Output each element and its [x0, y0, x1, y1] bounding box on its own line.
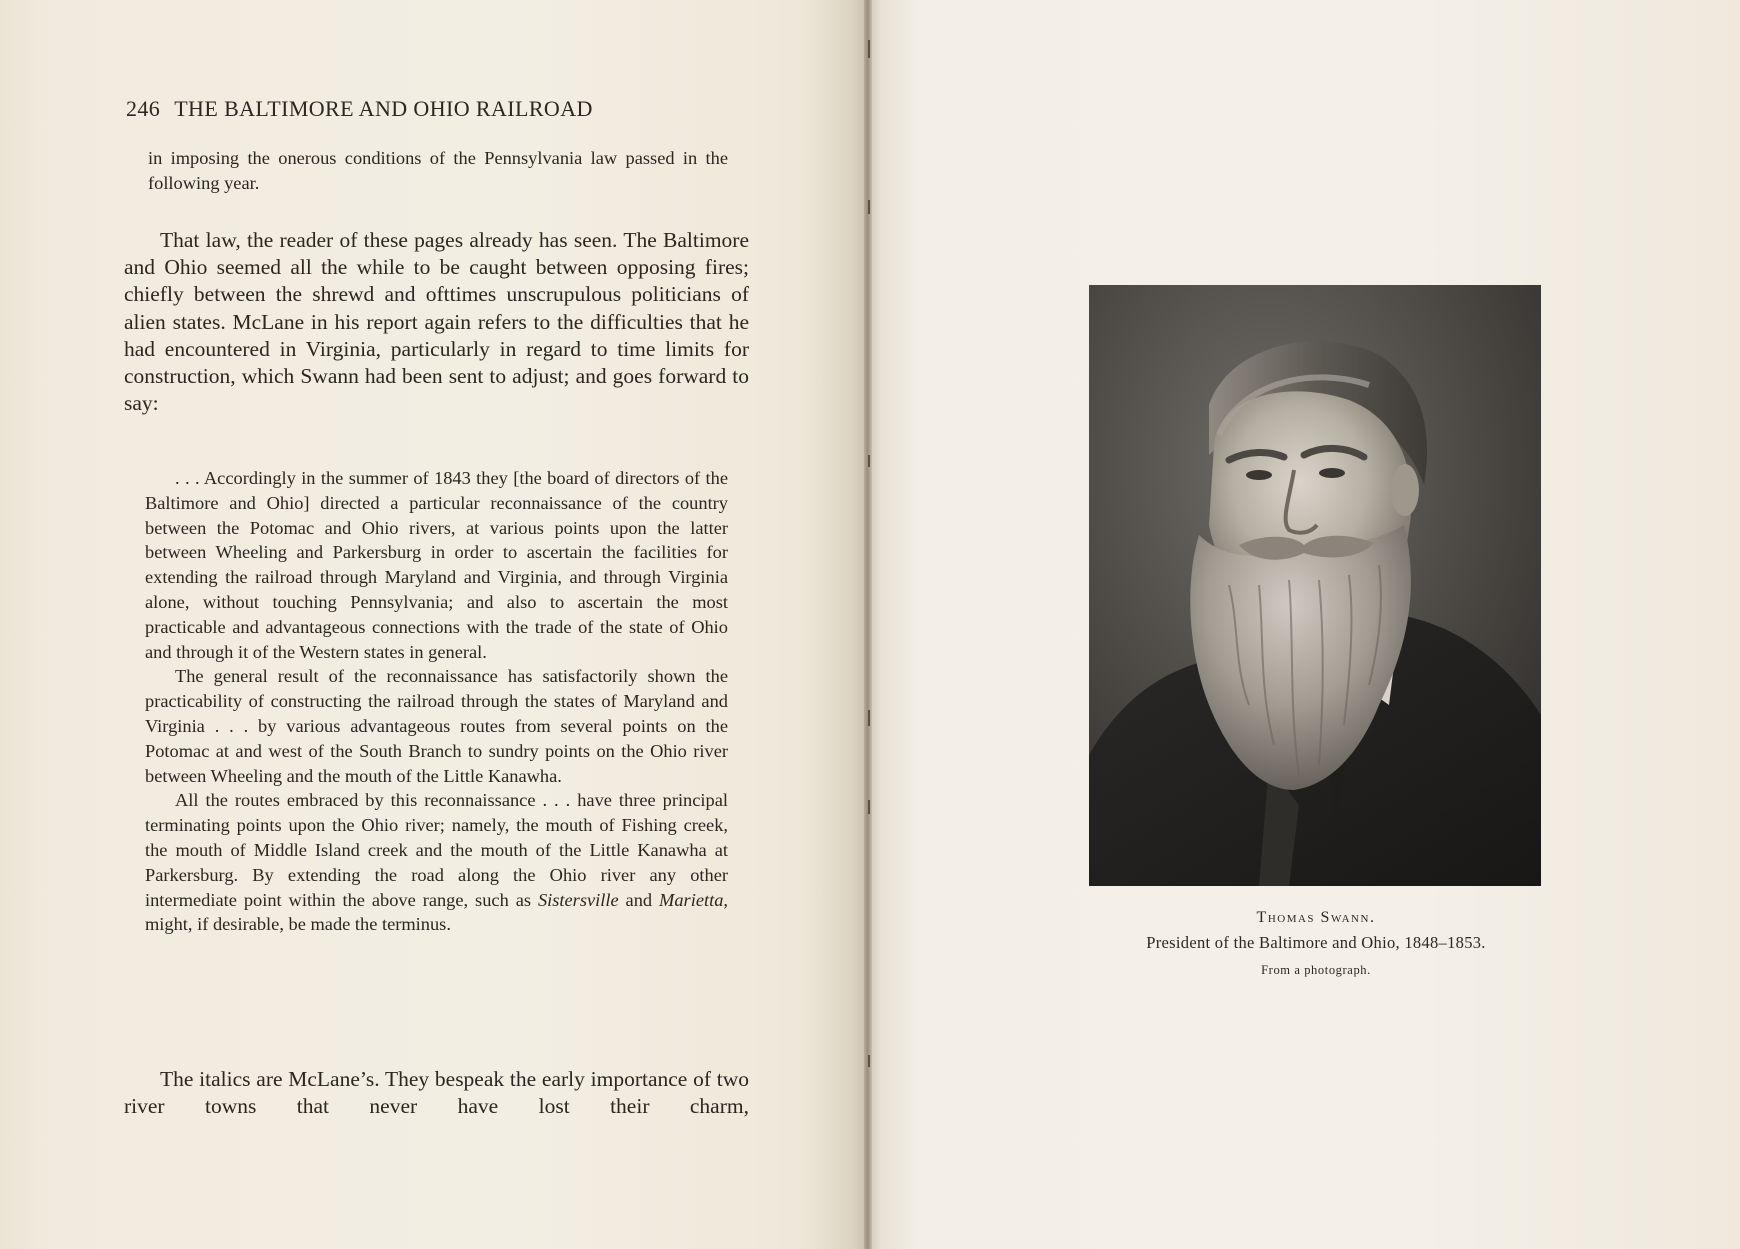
- quote-paragraph-1: . . . Accordingly in the summer of 1843 they [the board of directors of the Baltimore and Ohio] directed a particular reconnaissance of the country between the Potomac and Ohio rivers, at various points upon the latter between Wheeling and Parkersburg in order to ascertain the facilities for extending the railroad through Maryland and Virginia, and through Virginia alone, without touching Pennsylvania; and also to ascertain the most practicable and advantageous connections with the trade of the state of Ohio and through it of the Western states in general.: [145, 468, 728, 662]
- running-title: THE BALTIMORE AND OHIO RAILROAD: [174, 96, 593, 121]
- gutter-mark: [868, 710, 870, 726]
- portrait-illustration: [1089, 285, 1541, 886]
- gutter-mark: [868, 800, 870, 814]
- intro-paragraph: in imposing the onerous conditions of the Pennsylvania law passed in the following year.: [148, 148, 728, 193]
- main-paragraph: That law, the reader of these pages already has seen. The Baltimore and Ohio seemed all the while to be caught between opposing fires; chiefly between the shrewd and ofttimes unscrupulous politicians of alien states. McLane in his report again refers to the difficulties that he had encountered in Virginia, particularly in regard to time limits for construction, which Swann had been sent to adjust; and goes forward to say:: [124, 228, 749, 416]
- gutter-mark: [868, 455, 870, 467]
- running-head: [126, 96, 746, 122]
- gutter-mark: [868, 200, 870, 214]
- italic-sistersville: Sistersville: [537, 889, 619, 910]
- gutter-mark: [868, 40, 870, 58]
- quote-paragraph-3: All the routes embraced by this reconnaissance . . . have three principal terminating points upon the Ohio river; namely, the mouth of Fishing creek, the mouth of Middle Island creek and the mouth of the Little Kanawha at Parkersburg. By extending the road along the Ohio river any other intermediate point within the above range, such as Sistersville and Marietta, might, if desirable, be made the terminus.: [145, 790, 729, 935]
- block-quote: [145, 466, 728, 937]
- caption-source: From a photograph.: [1261, 963, 1371, 977]
- caption-name: Thomas Swann.: [1256, 909, 1376, 926]
- gutter-mark: [868, 1055, 870, 1067]
- closing-paragraph: The italics are McLane’s. They bespeak the early importance of two river towns that never have lost their charm,: [124, 1067, 749, 1119]
- portrait-photograph: [1089, 285, 1541, 886]
- page-number: 246: [126, 96, 161, 121]
- quote-paragraph-2: The general result of the reconnaissance has satisfactorily shown the practicability of constructing the railroad through the states of Maryland and Virginia . . . by various advantageous routes from several points on the Potomac at and west of the South Branch to sundry points on the Ohio river between Wheeling and the mouth of the Little Kanawha.: [145, 666, 728, 786]
- caption-role: President of the Baltimore and Ohio, 1848–1853.: [1146, 933, 1486, 952]
- italic-marietta: Marietta: [659, 889, 724, 910]
